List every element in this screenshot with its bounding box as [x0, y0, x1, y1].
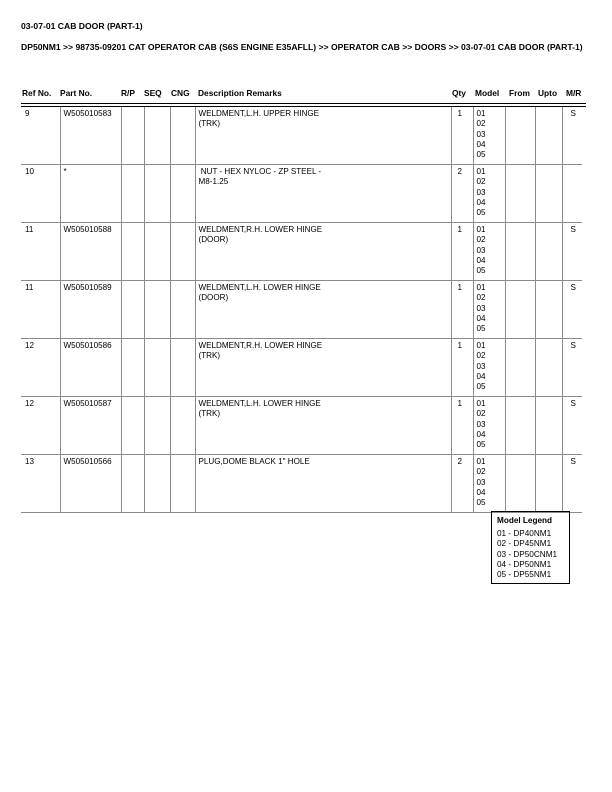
cell-cng [170, 339, 195, 397]
cell-rp [121, 455, 144, 513]
cell-rp [121, 397, 144, 455]
breadcrumb: DP50NM1 >> 98735-09201 CAT OPERATOR CAB (S6S ENGINE E35AFLL) >> OPERATOR CAB >> DOORS >> 03-07-01 CAB DOOR (PART-1) [21, 42, 583, 52]
cell-cng [170, 107, 195, 165]
cell-qty: 1 [451, 107, 473, 165]
table-row [21, 339, 582, 397]
cell-rp [121, 107, 144, 165]
cell-from [505, 223, 535, 281]
cell-rp [121, 223, 144, 281]
cell-model: 01 02 03 04 05 [473, 107, 505, 165]
cell-part-no: * [60, 165, 121, 223]
header-qty: Qty [452, 88, 466, 98]
cell-mr: S [562, 223, 582, 281]
header-rp: R/P [121, 88, 135, 98]
cell-description: WELDMENT,R.H. LOWER HINGE (DOOR) [195, 223, 451, 281]
legend-item: 03 - DP50CNM1 [497, 549, 558, 559]
header-model: Model [475, 88, 500, 98]
cell-description: WELDMENT,R.H. LOWER HINGE (TRK) [195, 339, 451, 397]
model-legend-title: Model Legend [497, 516, 553, 525]
cell-rp [121, 281, 144, 339]
legend-item: 05 - DP55NM1 [497, 570, 552, 580]
table-row [21, 281, 582, 339]
model-legend [491, 511, 570, 584]
cell-upto [535, 281, 562, 339]
header-divider-top [21, 103, 586, 104]
cell-from [505, 397, 535, 455]
cell-ref-no: 12 [21, 339, 60, 397]
header-mr: M/R [566, 88, 582, 98]
cell-part-no: W505010566 [60, 455, 121, 513]
cell-description: WELDMENT,L.H. UPPER HINGE (TRK) [195, 107, 451, 165]
parts-table [21, 107, 582, 513]
cell-model: 01 02 03 04 05 [473, 223, 505, 281]
cell-qty: 1 [451, 339, 473, 397]
cell-model: 01 02 03 04 05 [473, 455, 505, 513]
cell-model: 01 02 03 04 05 [473, 281, 505, 339]
page-title: 03-07-01 CAB DOOR (PART-1) [21, 21, 143, 31]
cell-ref-no: 12 [21, 397, 60, 455]
cell-description: WELDMENT,L.H. LOWER HINGE (DOOR) [195, 281, 451, 339]
cell-upto [535, 107, 562, 165]
cell-qty: 1 [451, 223, 473, 281]
cell-upto [535, 339, 562, 397]
cell-cng [170, 281, 195, 339]
cell-upto [535, 223, 562, 281]
cell-upto [535, 455, 562, 513]
cell-part-no: W505010588 [60, 223, 121, 281]
header-from: From [509, 88, 530, 98]
header-part-no: Part No. [60, 88, 93, 98]
header-upto: Upto [538, 88, 558, 98]
cell-seq [144, 107, 170, 165]
cell-mr: S [562, 107, 582, 165]
legend-item: 04 - DP50NM1 [497, 559, 552, 569]
table-row [21, 107, 582, 165]
cell-seq [144, 455, 170, 513]
header-description: Description Remarks [198, 88, 282, 98]
header-cng: CNG [171, 88, 190, 98]
cell-seq [144, 165, 170, 223]
cell-part-no: W505010583 [60, 107, 121, 165]
cell-cng [170, 397, 195, 455]
table-row [21, 165, 582, 223]
cell-description: NUT - HEX NYLOC - ZP STEEL - M8-1.25 [195, 165, 451, 223]
cell-from [505, 281, 535, 339]
cell-from [505, 165, 535, 223]
table-header [21, 88, 591, 100]
cell-cng [170, 455, 195, 513]
table-row [21, 455, 582, 513]
header-seq: SEQ [144, 88, 162, 98]
cell-mr: S [562, 339, 582, 397]
cell-from [505, 107, 535, 165]
cell-from [505, 455, 535, 513]
cell-model: 01 02 03 04 05 [473, 397, 505, 455]
cell-seq [144, 223, 170, 281]
cell-upto [535, 165, 562, 223]
cell-ref-no: 11 [21, 281, 60, 339]
cell-mr: S [562, 397, 582, 455]
cell-rp [121, 165, 144, 223]
cell-qty: 1 [451, 397, 473, 455]
table-row [21, 397, 582, 455]
cell-upto [535, 397, 562, 455]
header-ref-no: Ref No. [22, 88, 52, 98]
cell-mr [562, 165, 582, 223]
cell-qty: 2 [451, 165, 473, 223]
cell-part-no: W505010589 [60, 281, 121, 339]
cell-ref-no: 11 [21, 223, 60, 281]
cell-model: 01 02 03 04 05 [473, 339, 505, 397]
cell-model: 01 02 03 04 05 [473, 165, 505, 223]
cell-qty: 2 [451, 455, 473, 513]
legend-item: 02 - DP45NM1 [497, 539, 552, 549]
cell-mr: S [562, 281, 582, 339]
cell-from [505, 339, 535, 397]
cell-ref-no: 9 [21, 107, 60, 165]
cell-cng [170, 165, 195, 223]
cell-cng [170, 223, 195, 281]
cell-part-no: W505010586 [60, 339, 121, 397]
cell-seq [144, 339, 170, 397]
cell-ref-no: 10 [21, 165, 60, 223]
cell-rp [121, 339, 144, 397]
legend-item: 01 - DP40NM1 [497, 529, 552, 539]
cell-seq [144, 281, 170, 339]
cell-ref-no: 13 [21, 455, 60, 513]
cell-description: WELDMENT,L.H. LOWER HINGE (TRK) [195, 397, 451, 455]
cell-description: PLUG,DOME BLACK 1" HOLE [195, 455, 451, 513]
cell-seq [144, 397, 170, 455]
cell-qty: 1 [451, 281, 473, 339]
cell-mr: S [562, 455, 582, 513]
table-row [21, 223, 582, 281]
cell-part-no: W505010587 [60, 397, 121, 455]
